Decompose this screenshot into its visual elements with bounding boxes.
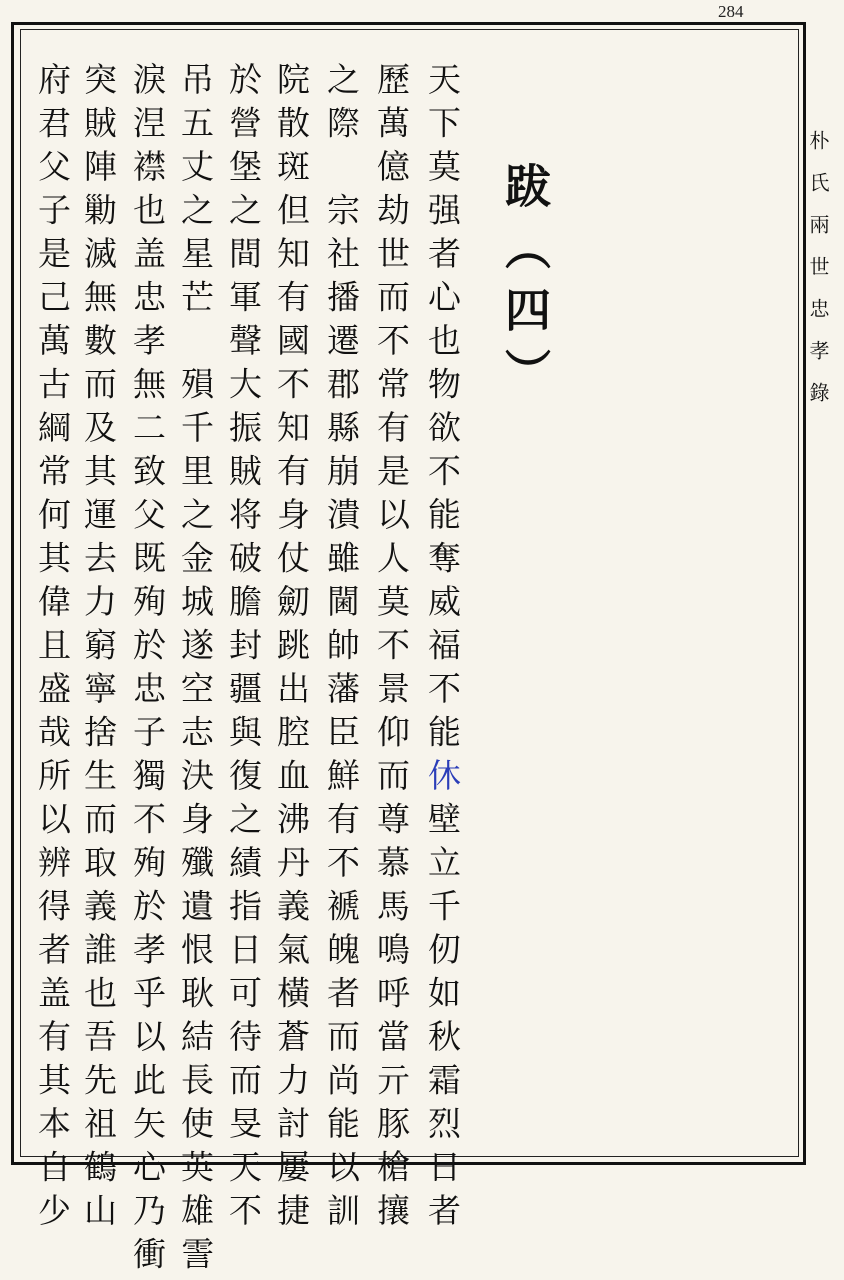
page-number: 284	[718, 2, 744, 21]
text-column-2	[372, 62, 411, 1237]
section-title: 跋（四）	[498, 162, 552, 410]
column-text: 於營堡之間軍聲大振賊将破膽封疆與復之績指日可待而旻天不	[224, 62, 263, 1237]
column-text: 之際 宗社播遷郡縣崩潰雖閫帥藩臣鮮有不褫魄者而尚能以訓	[322, 62, 361, 1237]
column-text: 院散斑但知有國不知有身仗劎跳出腔血沸丹義氣橫蒼力討屢捷	[272, 62, 311, 1237]
text-column-6	[176, 62, 215, 1280]
text-column-1	[423, 62, 462, 1237]
text-body	[22, 0, 482, 1280]
text-column-8	[79, 62, 118, 1237]
column-text: 突賊陣勦滅無數而及其運去力窮寧捨生而取義誰也吾先祖鶴山	[79, 62, 118, 1237]
column-text: 府君父子是己萬古綱常何其偉且盛哉所以辨得者盖有其本自少	[33, 62, 72, 1237]
column-text: 壁立千仞如秋霜烈日者	[423, 801, 462, 1237]
highlighted-character: 休	[423, 758, 462, 802]
column-text: 淚𣵀襟也盖忠孝無二致父既殉於忠子獨不殉於孝乎以此矢心乃衝	[128, 62, 167, 1280]
column-text: 吊五丈之星芒 殞千里之金城遂空志決身殲遺恨耿結長使英雄霅	[176, 62, 215, 1280]
column-text: 天下莫强者心也物欲不能奪威福不能	[423, 62, 462, 758]
text-column-4	[272, 62, 311, 1237]
text-column-5	[224, 62, 263, 1237]
text-column-7	[128, 62, 167, 1280]
text-column-3	[322, 62, 361, 1237]
side-header: 朴氏兩世忠孝錄	[806, 130, 830, 424]
column-text: 歷萬億劫世而不常有是以人莫不景仰而尊慕馬鳴呼當亓豚槍攘	[372, 62, 411, 1237]
text-column-9	[33, 62, 72, 1237]
